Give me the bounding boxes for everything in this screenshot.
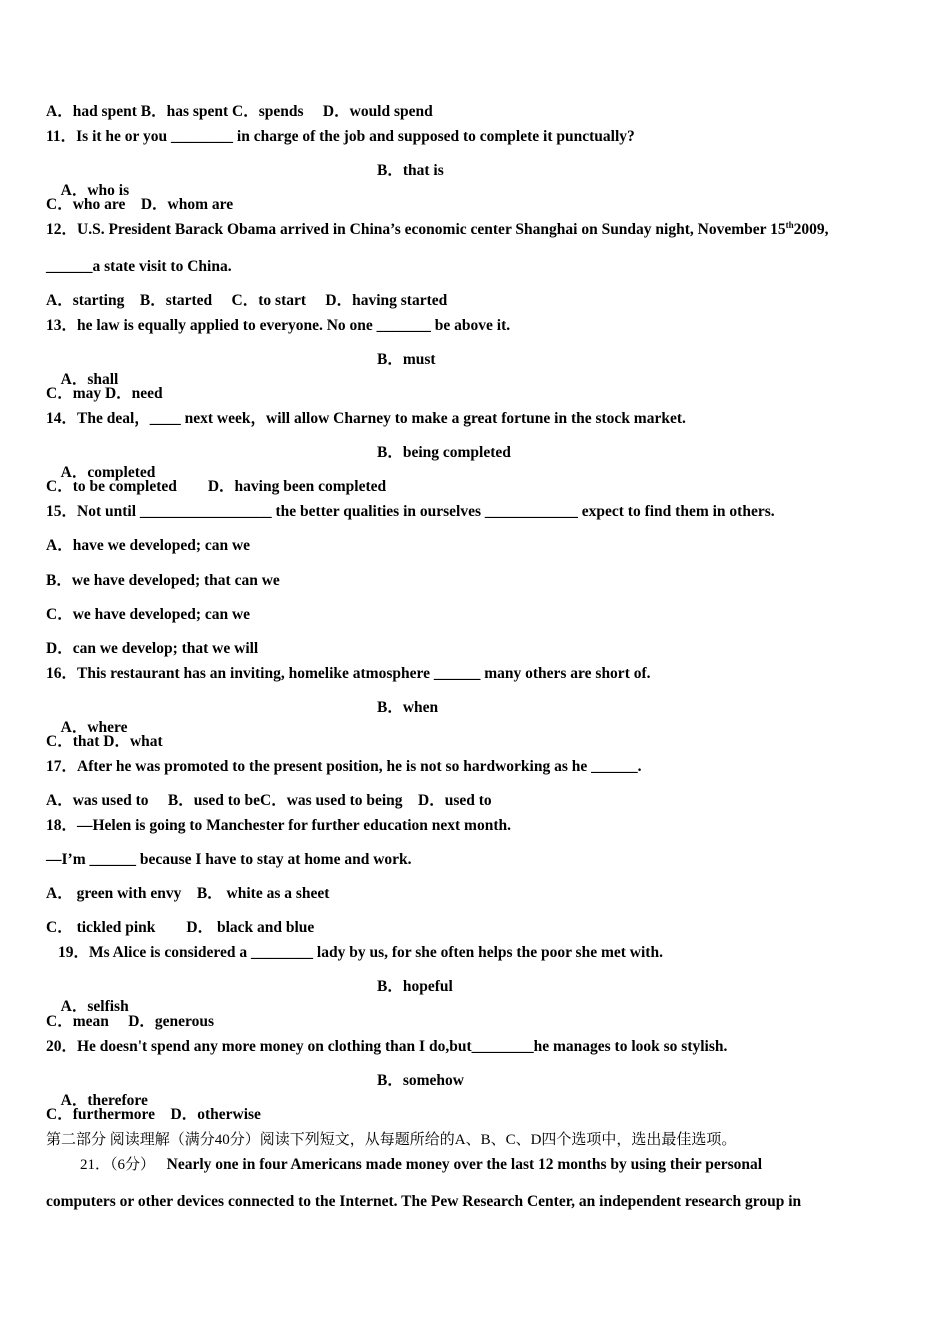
q19-options-cd: C．mean D．generous: [46, 1013, 215, 1030]
q16-option-a: A．where: [60, 719, 128, 736]
q12-stem-line2: ______a state visit to China.: [46, 258, 232, 275]
q18-stem: 18．—Helen is going to Manchester for further education next month.: [46, 817, 511, 834]
q16-option-b: B．when: [377, 699, 439, 716]
q14-options-cd: C．to be completed D．having been completed: [46, 478, 387, 495]
q12-stem-text: 12．U.S. President Barack Obama arrived in China’s economic center Shanghai on Sunday night, November 15: [46, 221, 786, 238]
q14-stem: 14．The deal，____ next week，will allow Charney to make a great fortune in the stock market.: [46, 410, 686, 427]
q17-options: A．was used to B．used to beC．was used to being D．used to: [46, 792, 492, 809]
q19-option-a: A．selfish: [60, 998, 129, 1015]
q18-stem-line2: —I’m ______ because I have to stay at home and work.: [46, 851, 412, 868]
part2-heading: 第二部分 阅读理解（满分40分）阅读下列短文，从每题所给的A、B、C、D四个选项中，选出最佳选项。: [46, 1132, 737, 1148]
q19-stem: 19．Ms Alice is considered a ________ lady by us, for she often helps the poor she met with.: [58, 944, 663, 961]
q21-number: 21．（6分）: [80, 1157, 156, 1173]
q20-options-cd: C．furthermore D．otherwise: [46, 1106, 261, 1123]
q11-option-a: A．who is: [60, 182, 130, 199]
q12-stem: [46, 220, 829, 240]
q21-text-line2: computers or other devices connected to the Internet. The Pew Research Center, an independent research group in: [46, 1193, 802, 1210]
q12-superscript: th: [785, 220, 794, 230]
q13-options-cd: C．may D．need: [46, 385, 163, 402]
q10-options: A．had spent B．has spent C．spends D．would spend: [46, 103, 433, 120]
q12-options: A．starting B．started C．to start D．having started: [46, 292, 448, 309]
q13-stem: 13．he law is equally applied to everyone. No one _______ be above it.: [46, 317, 511, 334]
q21-text-line1: Nearly one in four Americans made money over the last 12 months by using their personal: [166, 1156, 763, 1173]
q15-option-c: C．we have developed; can we: [46, 606, 251, 623]
q11-options-cd: C．who are D．whom are: [46, 196, 234, 213]
q20-option-a: A．therefore: [60, 1092, 148, 1109]
q15-option-b: B．we have developed; that can we: [46, 572, 280, 589]
q11-option-b: B．that is: [377, 162, 444, 179]
q14-option-b: B．being completed: [377, 444, 511, 461]
q21-first-line: [80, 1155, 762, 1175]
q18-options-cd: C． tickled pink D． black and blue: [46, 919, 315, 936]
q15-option-a: A．have we developed; can we: [46, 537, 251, 554]
q15-stem: 15．Not until _________________ the better qualities in ourselves ____________ expect to find them in others.: [46, 503, 775, 520]
q13-option-b: B．must: [377, 351, 436, 368]
q17-stem: 17．After he was promoted to the present position, he is not so hardworking as he ______.: [46, 758, 642, 775]
q13-option-a: A．shall: [60, 371, 119, 388]
q14-option-a: A．completed: [60, 464, 156, 481]
q20-stem: 20．He doesn't spend any more money on clothing than I do,but________he manages to look so stylish.: [46, 1038, 728, 1055]
q19-option-b: B．hopeful: [377, 978, 453, 995]
q20-option-b: B．somehow: [377, 1072, 464, 1089]
q16-stem: 16．This restaurant has an inviting, homelike atmosphere ______ many others are short of.: [46, 665, 651, 682]
q12-stem-end: 2009,: [793, 221, 829, 238]
q16-options-cd: C．that D．what: [46, 733, 163, 750]
q18-options-ab: A． green with envy B． white as a sheet: [46, 885, 330, 902]
q15-option-d: D．can we develop; that we will: [46, 640, 259, 657]
q11-stem: 11．Is it he or you ________ in charge of the job and supposed to complete it punctually?: [46, 128, 635, 145]
